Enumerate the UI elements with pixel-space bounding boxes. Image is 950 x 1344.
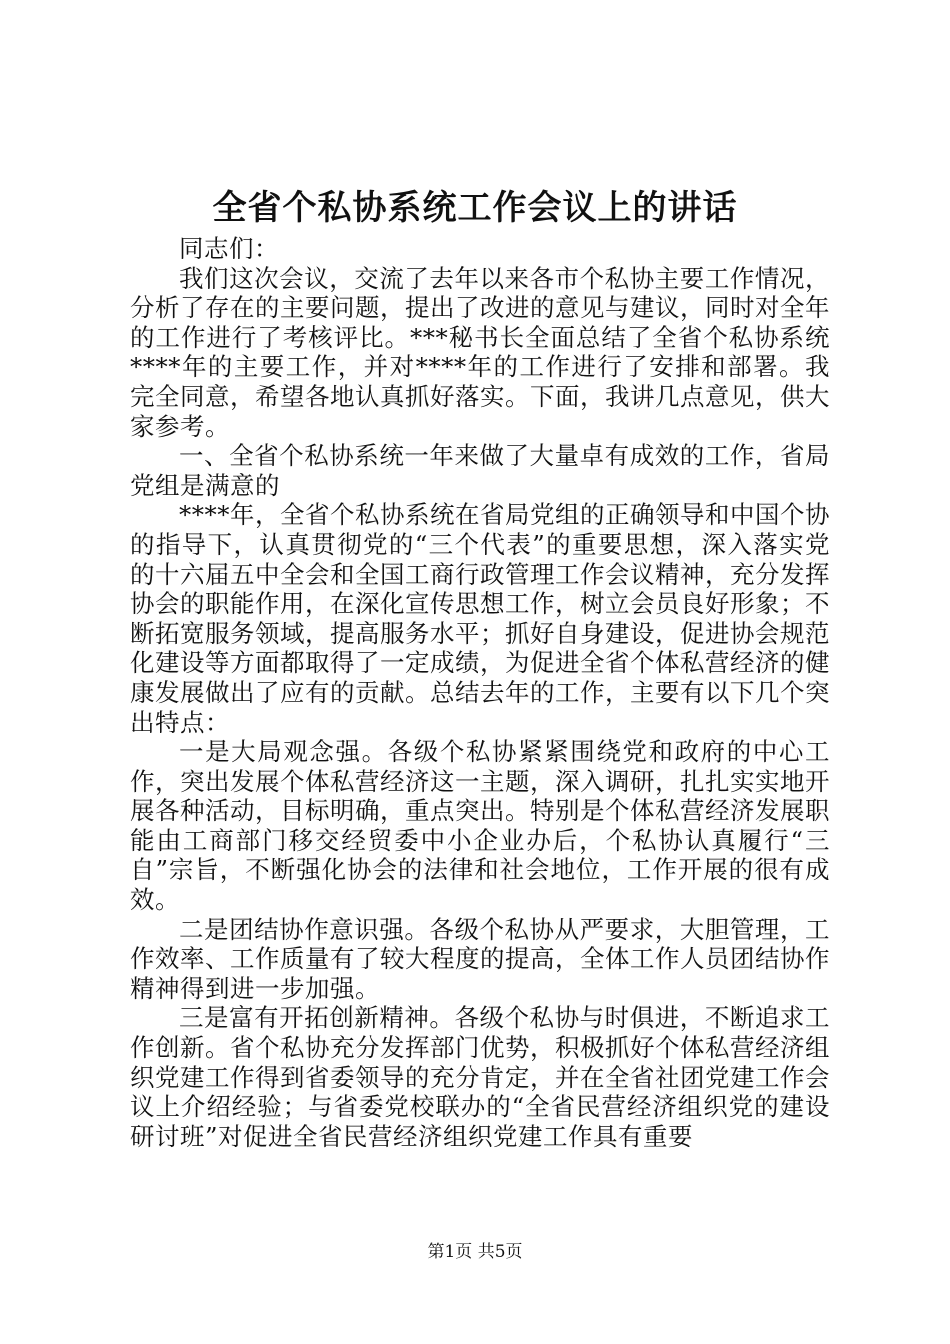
page-title: 全省个私协系统工作会议上的讲话 <box>212 188 738 228</box>
point-3-paragraph: 三是富有开拓创新精神。各级个私协与时俱进，不断追求工作创新。省个私协充分发挥部门优势，积极抓好个体私营经济组织党建工作得到省委领导的充分肯定，并在全省社团党建工作会议上介绍经验；与省委党校联办的“全省民营经济组织党的建设研讨班”对促进全省民营经济组织党建工作具有重要 <box>130 1003 830 1151</box>
point-1-paragraph: 一是大局观念强。各级个私协紧紧围绕党和政府的中心工作，突出发展个体私营经济这一主题，深入调研，扎扎实实地开展各种活动，目标明确，重点突出。特别是个体私营经济发展职能由工商部门移交经贸委中小企业办后，个私协认真履行“三自”宗旨，不断强化协会的法律和社会地位，工作开展的很有成效。 <box>130 737 830 915</box>
section-heading-1: 一、全省个私协系统一年来做了大量卓有成效的工作，省局党组是满意的 <box>130 441 830 500</box>
point-2-paragraph: 二是团结协作意识强。各级个私协从严要求，大胆管理，工作效率、工作质量有了较大程度的提高，全体工作人员团结协作精神得到进一步加强。 <box>130 914 830 1003</box>
intro-paragraph: 我们这次会议，交流了去年以来各市个私协主要工作情况，分析了存在的主要问题，提出了改进的意见与建议，同时对全年的工作进行了考核评比。***秘书长全面总结了全省个私协系统****年的主要工作，并对****年的工作进行了安排和部署。我完全同意，希望各地认真抓好落实。下面，我讲几点意见，供大家参考。 <box>130 263 830 441</box>
summary-paragraph: ****年，全省个私协系统在省局党组的正确领导和中国个协的指导下，认真贯彻党的“三个代表”的重要思想，深入落实党的十六届五中全会和全国工商行政管理工作会议精神，充分发挥协会的职能作用，在深化宣传思想工作，树立会员良好形象；不断拓宽服务领域，提高服务水平；抓好自身建设，促进协会规范化建设等方面都取得了一定成绩，为促进全省个体私营经济的健康发展做出了应有的贡献。总结去年的工作，主要有以下几个突出特点： <box>130 500 830 737</box>
document-body <box>130 234 830 1151</box>
salutation-paragraph: 同志们： <box>179 234 279 263</box>
page-footer: 第1页 共5页 <box>427 1242 523 1262</box>
